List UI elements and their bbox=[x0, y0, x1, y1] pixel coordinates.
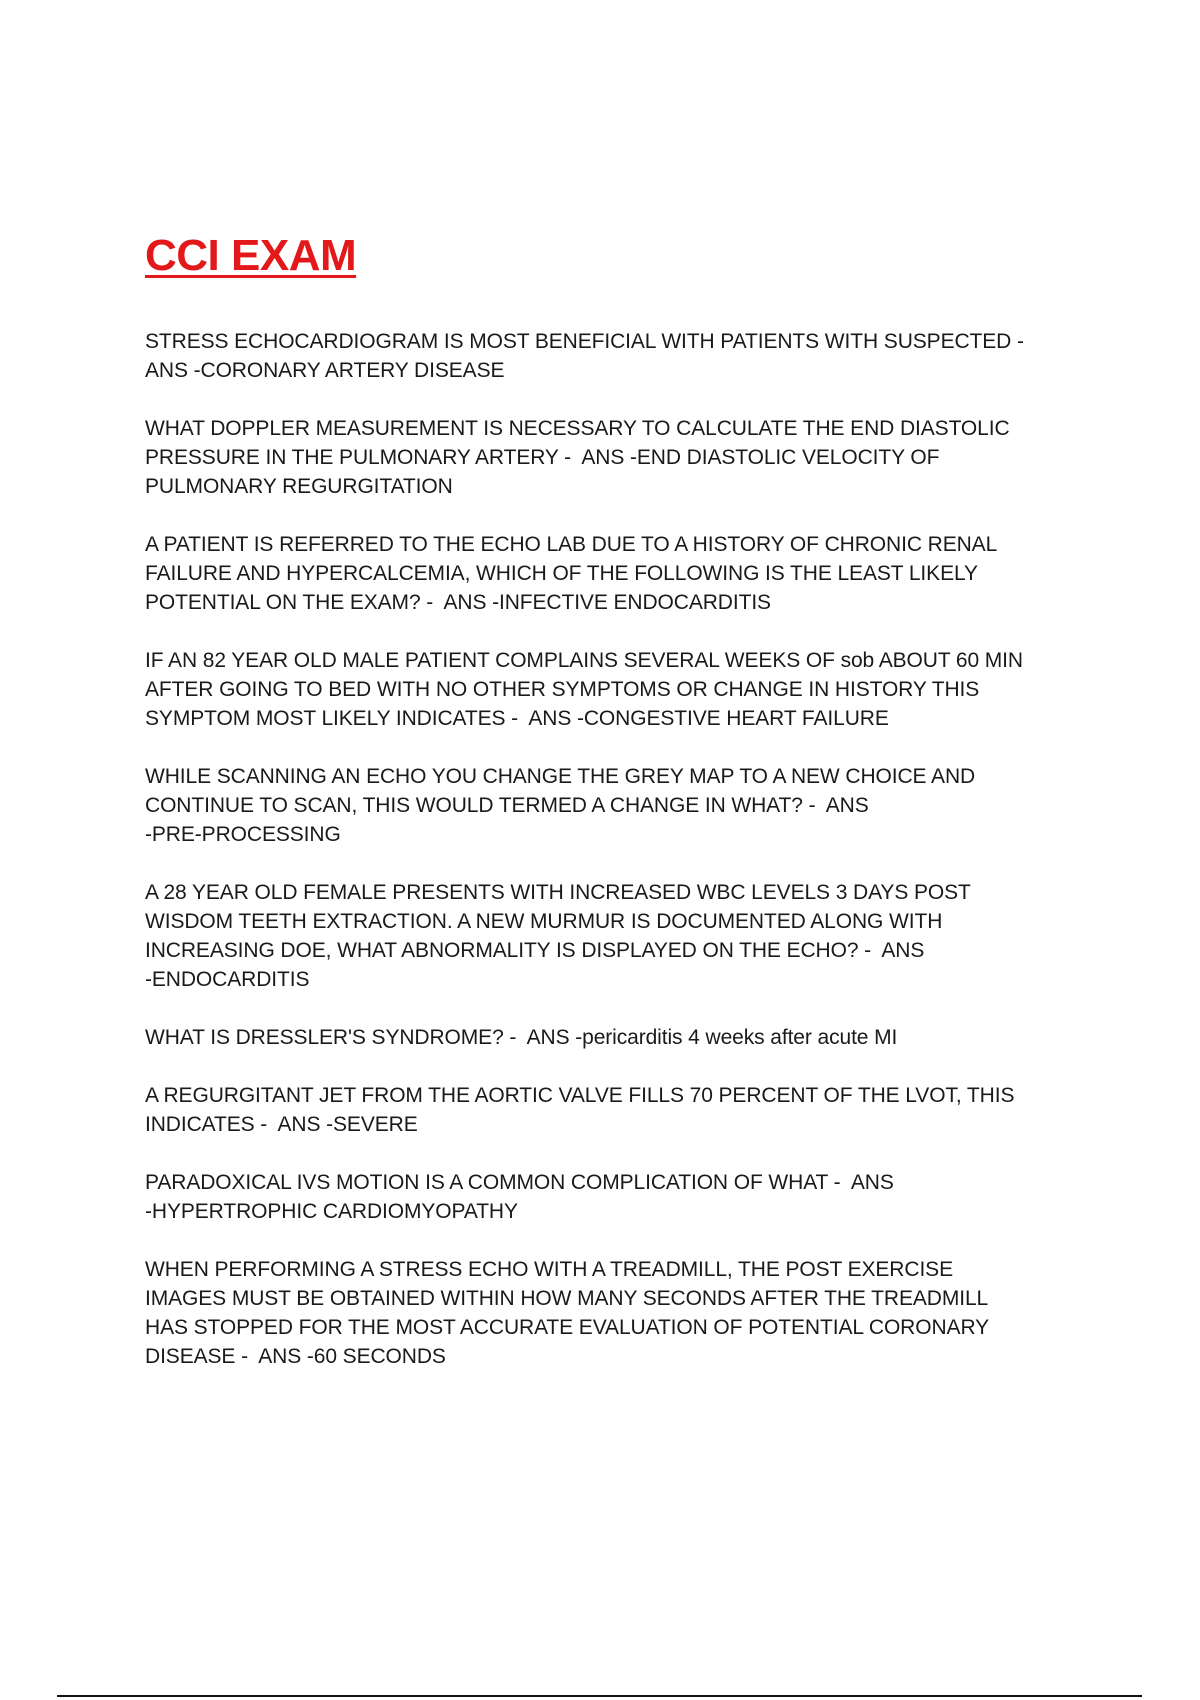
page-title: CCI EXAM bbox=[145, 231, 357, 280]
qa-item: PARADOXICAL IVS MOTION IS A COMMON COMPLICATION OF WHAT - ANS -HYPERTROPHIC CARDIOMYOPATHY bbox=[145, 1171, 894, 1223]
qa-item: IF AN 82 YEAR OLD MALE PATIENT COMPLAINS SEVERAL WEEKS OF sob ABOUT 60 MIN AFTER GOING TO BED WITH NO OTHER SYMPTOMS OR CHANGE IN HISTORY THIS SYMPTOM MOST LIKELY INDICATES - ANS -CONGESTIVE HEART FAILURE bbox=[145, 649, 1023, 730]
qa-item: A PATIENT IS REFERRED TO THE ECHO LAB DUE TO A HISTORY OF CHRONIC RENAL FAILURE AND HYPERCALCEMIA, WHICH OF THE FOLLOWING IS THE LEAST LIKELY POTENTIAL ON THE EXAM? - ANS -INFECTIVE ENDOCARDITIS bbox=[145, 533, 998, 614]
footer-divider bbox=[57, 1695, 1142, 1697]
qa-item: A REGURGITANT JET FROM THE AORTIC VALVE FILLS 70 PERCENT OF THE LVOT, THIS INDICATES - ANS -SEVERE bbox=[145, 1084, 1015, 1136]
qa-item: WHEN PERFORMING A STRESS ECHO WITH A TREADMILL, THE POST EXERCISE IMAGES MUST BE OBTAINED WITHIN HOW MANY SECONDS AFTER THE TREADMILL HAS STOPPED FOR THE MOST ACCURATE EVALUATION OF POTENTIAL CORONARY DISEASE - ANS -60 SECONDS bbox=[145, 1258, 990, 1368]
qa-item: WHAT IS DRESSLER'S SYNDROME? - ANS -pericarditis 4 weeks after acute MI bbox=[145, 1026, 898, 1049]
qa-item: WHILE SCANNING AN ECHO YOU CHANGE THE GREY MAP TO A NEW CHOICE AND CONTINUE TO SCAN, THIS WOULD TERMED A CHANGE IN WHAT? - ANS -PRE-PROCESSING bbox=[145, 765, 976, 846]
qa-item: STRESS ECHOCARDIOGRAM IS MOST BENEFICIAL WITH PATIENTS WITH SUSPECTED - ANS -CORONARY ARTERY DISEASE bbox=[145, 330, 1024, 382]
qa-list bbox=[145, 327, 1100, 1400]
qa-item: A 28 YEAR OLD FEMALE PRESENTS WITH INCREASED WBC LEVELS 3 DAYS POST WISDOM TEETH EXTRACTION. A NEW MURMUR IS DOCUMENTED ALONG WITH INCREASING DOE, WHAT ABNORMALITY IS DISPLAYED ON THE ECHO? - ANS -ENDOCARDITIS bbox=[145, 881, 971, 991]
qa-item: WHAT DOPPLER MEASUREMENT IS NECESSARY TO CALCULATE THE END DIASTOLIC PRESSURE IN THE PULMONARY ARTERY - ANS -END DIASTOLIC VELOCITY OF PULMONARY REGURGITATION bbox=[145, 417, 1010, 498]
